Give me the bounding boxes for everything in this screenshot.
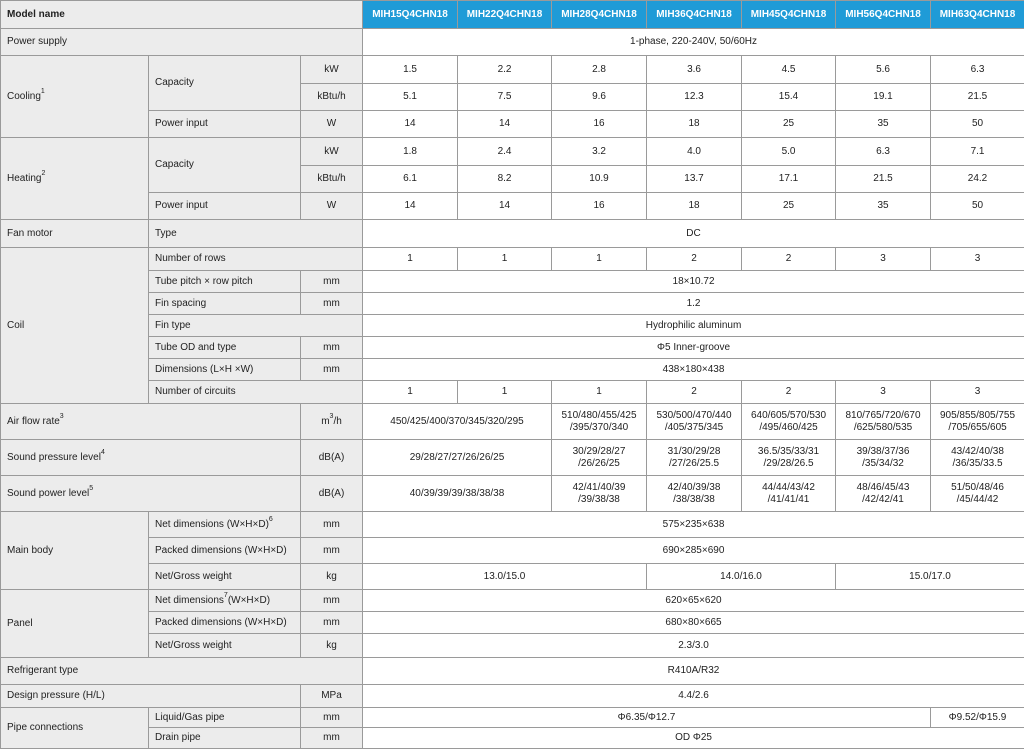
refrigerant-label: Refrigerant type bbox=[1, 658, 363, 685]
coil-dimensions-row bbox=[1, 359, 1024, 381]
value-cell: 1 bbox=[552, 248, 647, 271]
value-cell: 6.3 bbox=[836, 138, 931, 166]
refrigerant-value: R410A/R32 bbox=[363, 658, 1024, 685]
coil-fin-spacing-value: 1.2 bbox=[363, 293, 1024, 315]
value-cell: 43/42/40/38 /36/35/33.5 bbox=[931, 440, 1024, 476]
value-cell: 2 bbox=[742, 381, 836, 404]
footnote-marker: 5 bbox=[89, 485, 93, 492]
value-cell: 810/765/720/670 /625/580/535 bbox=[836, 404, 931, 440]
unit-cell: kW bbox=[301, 138, 363, 166]
model-name-label: Model name bbox=[1, 1, 363, 29]
value-cell: 450/425/400/370/345/320/295 bbox=[363, 404, 552, 440]
fan-motor-type-value: DC bbox=[363, 220, 1024, 248]
value-cell: 19.1 bbox=[836, 84, 931, 111]
value-cell: 14 bbox=[458, 193, 552, 220]
unit-cell: kBtu/h bbox=[301, 166, 363, 193]
coil-pitch-value: 18×10.72 bbox=[363, 271, 1024, 293]
value-cell: 3 bbox=[931, 248, 1024, 271]
value-cell: 5.0 bbox=[742, 138, 836, 166]
value-cell: 50 bbox=[931, 193, 1024, 220]
value-cell: 1.8 bbox=[363, 138, 458, 166]
panel-label: Panel bbox=[1, 590, 149, 658]
panel-weight-row bbox=[1, 634, 1024, 658]
unit-cell: mm bbox=[301, 590, 363, 612]
refrigerant-row bbox=[1, 658, 1024, 685]
value-cell: 40/39/39/39/38/38/38 bbox=[363, 476, 552, 512]
unit-cell: W bbox=[301, 193, 363, 220]
unit-cell: mm bbox=[301, 359, 363, 381]
value-cell: 2 bbox=[647, 381, 742, 404]
unit-cell: mm bbox=[301, 708, 363, 728]
unit-cell: mm bbox=[301, 271, 363, 293]
value-cell: 36.5/35/33/31 /29/28/26.5 bbox=[742, 440, 836, 476]
value-cell: 51/50/48/46 /45/44/42 bbox=[931, 476, 1024, 512]
value-cell: 2 bbox=[647, 248, 742, 271]
coil-pitch-label: Tube pitch × row pitch bbox=[149, 271, 301, 293]
coil-rows-row bbox=[1, 248, 1024, 271]
value-cell: 14 bbox=[363, 193, 458, 220]
unit-cell: kg bbox=[301, 564, 363, 590]
value-cell: 2 bbox=[742, 248, 836, 271]
panel-net-row bbox=[1, 590, 1024, 612]
model-column-header: MIH22Q4CHN18 bbox=[458, 1, 552, 29]
unit-cell: kg bbox=[301, 634, 363, 658]
footnote-marker: 7 bbox=[224, 592, 228, 599]
design-pressure-label: Design pressure (H/L) bbox=[1, 685, 301, 708]
value-cell: 1 bbox=[458, 381, 552, 404]
value-cell: 3 bbox=[836, 381, 931, 404]
value-cell: 4.0 bbox=[647, 138, 742, 166]
cooling-power-row bbox=[1, 111, 1024, 138]
value-cell: 14 bbox=[458, 111, 552, 138]
value-cell: 48/46/45/43 /42/42/41 bbox=[836, 476, 931, 512]
coil-circuits-label: Number of circuits bbox=[149, 381, 363, 404]
value-cell: 35 bbox=[836, 193, 931, 220]
value-cell: 44/44/43/42 /41/41/41 bbox=[742, 476, 836, 512]
main-body-weight-row bbox=[1, 564, 1024, 590]
coil-tube-row bbox=[1, 337, 1024, 359]
coil-fin-spacing-row bbox=[1, 293, 1024, 315]
value-cell: 31/30/29/28 /27/26/25.5 bbox=[647, 440, 742, 476]
value-cell: 13.7 bbox=[647, 166, 742, 193]
cooling-power-label: Power input bbox=[149, 111, 301, 138]
value-cell: 530/500/470/440 /405/375/345 bbox=[647, 404, 742, 440]
model-column-header: MIH28Q4CHN18 bbox=[552, 1, 647, 29]
model-column-header: MIH56Q4CHN18 bbox=[836, 1, 931, 29]
value-cell: 29/28/27/27/26/26/25 bbox=[363, 440, 552, 476]
air-flow-label: Air flow rate$^3$ bbox=[1, 404, 301, 440]
value-cell: 1 bbox=[552, 381, 647, 404]
unit-cell: kW bbox=[301, 56, 363, 84]
cooling-capacity-label: Capacity bbox=[149, 56, 301, 111]
unit-cell: mm bbox=[301, 612, 363, 634]
value-cell: 5.6 bbox=[836, 56, 931, 84]
value-cell: 6.1 bbox=[363, 166, 458, 193]
coil-fin-type-value: Hydrophilic aluminum bbox=[363, 315, 1024, 337]
value-cell: 39/38/37/36 /35/34/32 bbox=[836, 440, 931, 476]
fan-motor-label: Fan motor bbox=[1, 220, 149, 248]
power-supply-value: 1-phase, 220-240V, 50/60Hz bbox=[363, 29, 1024, 56]
value-cell: 640/605/570/530 /495/460/425 bbox=[742, 404, 836, 440]
value-cell: 21.5 bbox=[836, 166, 931, 193]
value-cell: 10.9 bbox=[552, 166, 647, 193]
value-cell: 18 bbox=[647, 193, 742, 220]
unit-cell: mm bbox=[301, 512, 363, 538]
coil-fin-spacing-label: Fin spacing bbox=[149, 293, 301, 315]
value-cell: 1.5 bbox=[363, 56, 458, 84]
main-body-packed-row bbox=[1, 538, 1024, 564]
value-cell: 1 bbox=[458, 248, 552, 271]
heating-capacity-label: Capacity bbox=[149, 138, 301, 193]
design-pressure-value: 4.4/2.6 bbox=[363, 685, 1024, 708]
value-cell: 14 bbox=[363, 111, 458, 138]
footnote-marker: 3 bbox=[60, 413, 64, 420]
pipe-drain-row bbox=[1, 728, 1024, 749]
coil-tube-value: Φ5 Inner-groove bbox=[363, 337, 1024, 359]
value-cell: 1 bbox=[363, 381, 458, 404]
value-cell: 2.8 bbox=[552, 56, 647, 84]
air-flow-row bbox=[1, 404, 1024, 440]
unit-cell: dB(A) bbox=[301, 476, 363, 512]
value-cell: 14.0/16.0 bbox=[647, 564, 836, 590]
heating-power-row bbox=[1, 193, 1024, 220]
footnote-marker: 4 bbox=[101, 449, 105, 456]
value-cell: 42/41/40/39 /39/38/38 bbox=[552, 476, 647, 512]
coil-fin-type-label: Fin type bbox=[149, 315, 363, 337]
value-cell: 8.2 bbox=[458, 166, 552, 193]
value-cell: Φ6.35/Φ12.7 bbox=[363, 708, 931, 728]
unit-cell: mm bbox=[301, 293, 363, 315]
footnote-marker: 1 bbox=[41, 88, 45, 95]
coil-pitch-row bbox=[1, 271, 1024, 293]
footnote-marker: 2 bbox=[41, 170, 45, 177]
heating-power-label: Power input bbox=[149, 193, 301, 220]
coil-label: Coil bbox=[1, 248, 149, 404]
unit-cell: mm bbox=[301, 538, 363, 564]
panel-packed-label: Packed dimensions (W×H×D) bbox=[149, 612, 301, 634]
value-cell: 1 bbox=[363, 248, 458, 271]
main-body-net-label: Net dimensions $(W\times H\times D)^6$ bbox=[149, 512, 301, 538]
fan-motor-row bbox=[1, 220, 1024, 248]
value-cell: 15.4 bbox=[742, 84, 836, 111]
pipe-drain-value: OD Φ25 bbox=[363, 728, 1024, 749]
value-cell: 7.5 bbox=[458, 84, 552, 111]
main-body-packed-label: Packed dimensions (W×H×D) bbox=[149, 538, 301, 564]
unit-cell: W bbox=[301, 111, 363, 138]
value-cell: 7.1 bbox=[931, 138, 1024, 166]
design-pressure-row bbox=[1, 685, 1024, 708]
value-cell: 4.5 bbox=[742, 56, 836, 84]
pipe-liquid-row bbox=[1, 708, 1024, 728]
panel-net-label: Net dimensions$^7$(W×H×D) bbox=[149, 590, 301, 612]
value-cell: 16 bbox=[552, 193, 647, 220]
value-cell: 15.0/17.0 bbox=[836, 564, 1024, 590]
value-cell: 35 bbox=[836, 111, 931, 138]
value-cell: 3.2 bbox=[552, 138, 647, 166]
main-body-net-row bbox=[1, 512, 1024, 538]
value-cell: 510/480/455/425 /395/370/340 bbox=[552, 404, 647, 440]
value-cell: 2.4 bbox=[458, 138, 552, 166]
main-body-weight-label: Net/Gross weight bbox=[149, 564, 301, 590]
sound-pressure-row bbox=[1, 440, 1024, 476]
coil-dimensions-label: Dimensions (L×H ×W) bbox=[149, 359, 301, 381]
main-body-net-value: 575×235×638 bbox=[363, 512, 1024, 538]
heating-label: Heating$^2$ bbox=[1, 138, 149, 220]
pipe-drain-label: Drain pipe bbox=[149, 728, 301, 749]
value-cell: 16 bbox=[552, 111, 647, 138]
air-flow-unit: $m^3/h$ bbox=[301, 404, 363, 440]
fan-motor-type-label: Type bbox=[149, 220, 363, 248]
panel-packed-value: 680×80×665 bbox=[363, 612, 1024, 634]
value-cell: 5.1 bbox=[363, 84, 458, 111]
value-cell: 25 bbox=[742, 193, 836, 220]
model-column-header: MIH45Q4CHN18 bbox=[742, 1, 836, 29]
value-cell: 905/855/805/755 /705/655/605 bbox=[931, 404, 1024, 440]
sound-power-row bbox=[1, 476, 1024, 512]
cooling-capacity-kw-row bbox=[1, 56, 1024, 84]
value-cell: 3 bbox=[931, 381, 1024, 404]
coil-fin-type-row bbox=[1, 315, 1024, 337]
value-cell: 9.6 bbox=[552, 84, 647, 111]
pipe-connections-label: Pipe connections bbox=[1, 708, 149, 749]
value-cell: 24.2 bbox=[931, 166, 1024, 193]
value-cell: 25 bbox=[742, 111, 836, 138]
panel-weight-value: 2.3/3.0 bbox=[363, 634, 1024, 658]
value-cell: 30/29/28/27 /26/26/25 bbox=[552, 440, 647, 476]
value-cell: 3 bbox=[836, 248, 931, 271]
value-cell: 42/40/39/38 /38/38/38 bbox=[647, 476, 742, 512]
panel-weight-label: Net/Gross weight bbox=[149, 634, 301, 658]
cooling-label: Cooling$^1$ bbox=[1, 56, 149, 138]
value-cell: 2.2 bbox=[458, 56, 552, 84]
unit-cell: mm bbox=[301, 337, 363, 359]
model-column-header: MIH15Q4CHN18 bbox=[363, 1, 458, 29]
header-row bbox=[1, 1, 1024, 29]
coil-circuits-row bbox=[1, 381, 1024, 404]
unit-cell: kBtu/h bbox=[301, 84, 363, 111]
coil-tube-label: Tube OD and type bbox=[149, 337, 301, 359]
main-body-packed-value: 690×285×690 bbox=[363, 538, 1024, 564]
footnote-marker: 6 bbox=[269, 516, 273, 523]
coil-rows-label: Number of rows bbox=[149, 248, 363, 271]
power-supply-row bbox=[1, 29, 1024, 56]
value-cell: 12.3 bbox=[647, 84, 742, 111]
model-column-header: MIH36Q4CHN18 bbox=[647, 1, 742, 29]
value-cell: 13.0/15.0 bbox=[363, 564, 647, 590]
heating-capacity-kw-row bbox=[1, 138, 1024, 166]
sound-pressure-label: Sound pressure level$^4$ bbox=[1, 440, 301, 476]
main-body-label: Main body bbox=[1, 512, 149, 590]
value-cell: 50 bbox=[931, 111, 1024, 138]
value-cell: 18 bbox=[647, 111, 742, 138]
value-cell: 21.5 bbox=[931, 84, 1024, 111]
power-supply-label: Power supply bbox=[1, 29, 363, 56]
coil-dimensions-value: 438×180×438 bbox=[363, 359, 1024, 381]
value-cell: Φ9.52/Φ15.9 bbox=[931, 708, 1024, 728]
sound-power-label: Sound power level$^5$ bbox=[1, 476, 301, 512]
unit-cell: mm bbox=[301, 728, 363, 749]
pipe-liquid-label: Liquid/Gas pipe bbox=[149, 708, 301, 728]
value-cell: 6.3 bbox=[931, 56, 1024, 84]
unit-cell: MPa bbox=[301, 685, 363, 708]
unit-cell: dB(A) bbox=[301, 440, 363, 476]
panel-packed-row bbox=[1, 612, 1024, 634]
panel-net-value: 620×65×620 bbox=[363, 590, 1024, 612]
value-cell: 17.1 bbox=[742, 166, 836, 193]
model-column-header: MIH63Q4CHN18 bbox=[931, 1, 1024, 29]
value-cell: 3.6 bbox=[647, 56, 742, 84]
